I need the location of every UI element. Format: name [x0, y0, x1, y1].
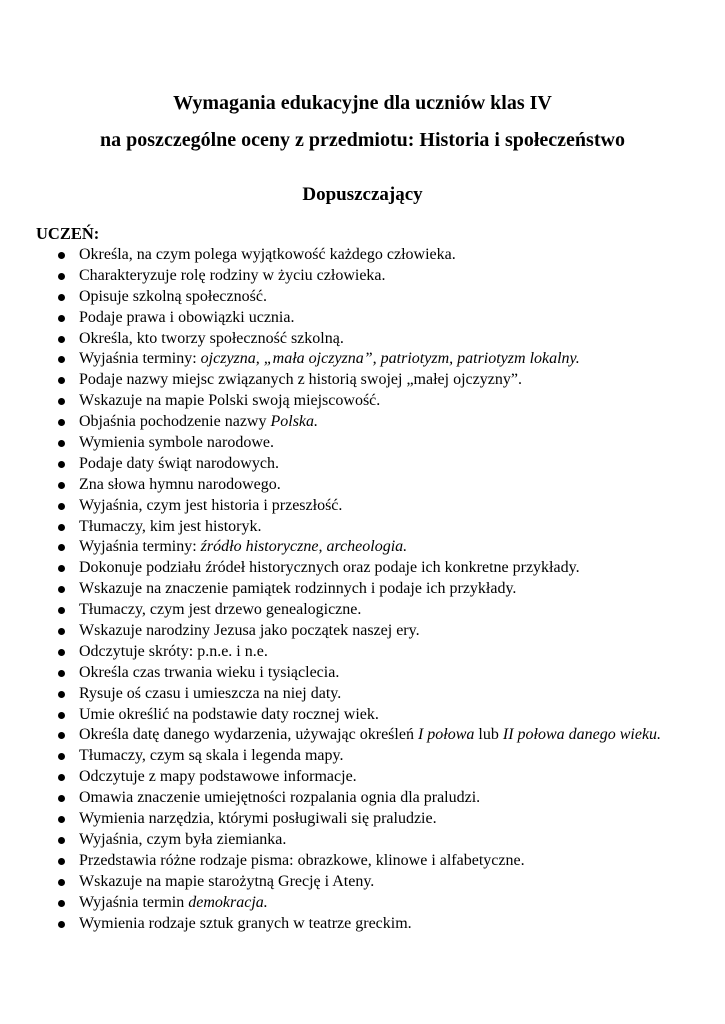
document-title-line-1: Wymagania edukacyjne dla uczniów klas IV [173, 92, 552, 114]
list-item [0, 349, 725, 370]
list-item [0, 914, 725, 935]
item-text: Wyjaśnia terminy: [79, 350, 201, 368]
bullet-icon [58, 482, 65, 489]
list-item [0, 621, 725, 642]
list-item [0, 391, 725, 412]
item-text: Dokonuje podziału źródeł historycznych oraz podaje ich konkretne przykłady. [79, 559, 580, 577]
item-text: Opisuje szkolną społeczność. [79, 287, 267, 305]
list-item [0, 287, 725, 308]
list-item [0, 308, 725, 329]
item-text: Umie określić na podstawie daty rocznej wiek. [79, 705, 379, 723]
item-text: Wskazuje na mapie starożytną Grecję i Ateny. [79, 872, 375, 890]
item-text: Tłumaczy, czym są skala i legenda mapy. [79, 747, 344, 765]
list-item [0, 433, 725, 454]
bullet-icon [58, 670, 65, 677]
list-item [0, 412, 725, 433]
item-text: Odczytuje z mapy podstawowe informacje. [79, 768, 357, 786]
bullet-icon [58, 586, 65, 593]
list-item [0, 266, 725, 287]
list-item [0, 725, 725, 746]
italic-term: II połowa danego wieku. [502, 726, 662, 744]
bullet-icon [58, 461, 65, 468]
list-item [0, 830, 725, 851]
bullet-icon [58, 628, 65, 635]
list-item [0, 496, 725, 517]
list-item [0, 767, 725, 788]
item-text: Określa czas trwania wieku i tysiąclecia. [79, 663, 340, 681]
item-text: Wymienia symbole narodowe. [79, 434, 274, 452]
italic-term: źródło historyczne, archeologia. [200, 538, 408, 556]
bullet-icon [58, 712, 65, 719]
italic-term: Polska. [270, 413, 319, 431]
bullet-icon [58, 356, 65, 363]
item-text: Wymienia rodzaje sztuk granych w teatrze greckim. [79, 914, 412, 932]
item-text: Wymienia narzędzia, którymi posługiwali się praludzie. [79, 810, 437, 828]
item-text: Wskazuje na znaczenie pamiątek rodzinnych i podaje ich przykłady. [79, 580, 517, 598]
item-text: Rysuje oś czasu i umieszcza na niej daty. [79, 684, 342, 702]
bullet-icon [58, 419, 65, 426]
list-item [0, 872, 725, 893]
list-item [0, 537, 725, 558]
bullet-icon [58, 879, 65, 886]
item-text: Zna słowa hymnu narodowego. [79, 475, 281, 493]
bullet-icon [58, 837, 65, 844]
italic-term: I połowa [417, 726, 475, 744]
item-text: Określa, na czym polega wyjątkowość każdego człowieka. [79, 246, 456, 263]
item-text: Wyjaśnia, czym jest historia i przeszłość. [79, 496, 343, 514]
bullet-icon [58, 816, 65, 823]
bullet-icon [58, 795, 65, 802]
bullet-icon [58, 858, 65, 865]
list-item [0, 746, 725, 767]
bullet-icon [58, 900, 65, 907]
bullet-icon [58, 294, 65, 301]
bullet-icon [58, 315, 65, 322]
bullet-icon [58, 377, 65, 384]
item-text: Wskazuje narodziny Jezusa jako początek naszej ery. [79, 622, 420, 640]
bullet-icon [58, 524, 65, 531]
item-text: Tłumaczy, kim jest historyk. [79, 517, 262, 535]
item-text: Podaje nazwy miejsc związanych z historią swojej „małej ojczyzny”. [79, 371, 522, 389]
list-item [0, 684, 725, 705]
list-item [0, 642, 725, 663]
bullet-icon [58, 607, 65, 614]
item-text: Określa datę danego wydarzenia, używając określeń [79, 726, 418, 744]
item-text: Podaje daty świąt narodowych. [79, 454, 279, 472]
bullet-icon [58, 398, 65, 405]
bullet-icon [58, 544, 65, 551]
student-label: UCZEŃ: [36, 224, 100, 243]
list-item [0, 475, 725, 496]
item-text: lub [474, 726, 503, 744]
list-item [0, 245, 725, 266]
list-item [0, 579, 725, 600]
list-item [0, 370, 725, 391]
item-text: Odczytuje skróty: p.n.e. i n.e. [79, 642, 268, 660]
list-item [0, 851, 725, 872]
italic-term: demokracja. [188, 893, 268, 911]
list-item [0, 454, 725, 475]
bullet-icon [58, 753, 65, 760]
bullet-icon [58, 921, 65, 928]
item-text: Podaje prawa i obowiązki ucznia. [79, 308, 295, 326]
item-text: Wyjaśnia terminy: [79, 538, 201, 556]
list-item [0, 517, 725, 538]
item-text: Wyjaśnia termin [79, 893, 189, 911]
bullet-icon [58, 503, 65, 510]
document-title-line-2: na poszczególne oceny z przedmiotu: Historia i społeczeństwo [100, 129, 625, 151]
list-item [0, 705, 725, 726]
item-text: Określa, kto tworzy społeczność szkolną. [79, 329, 344, 347]
grade-heading: Dopuszczający [302, 184, 423, 205]
bullet-icon [58, 649, 65, 656]
list-item [0, 788, 725, 809]
bullet-icon [58, 691, 65, 698]
bullet-icon [58, 336, 65, 343]
list-item [0, 329, 725, 350]
bullet-icon [58, 273, 65, 280]
bullet-icon [58, 732, 65, 739]
list-item [0, 893, 725, 914]
bullet-icon [58, 774, 65, 781]
list-item [0, 663, 725, 684]
item-text: Tłumaczy, czym jest drzewo genealogiczne. [79, 601, 362, 619]
item-text: Omawia znaczenie umiejętności rozpalania ognia dla praludzi. [79, 789, 481, 807]
item-text: Wyjaśnia, czym była ziemianka. [79, 830, 287, 848]
italic-term: ojczyzna, „mała ojczyzna”, patriotyzm, patriotyzm lokalny. [200, 350, 580, 368]
bullet-icon [58, 252, 65, 259]
item-text: Wskazuje na mapie Polski swoją miejscowość. [79, 392, 381, 410]
list-item [0, 600, 725, 621]
list-item [0, 558, 725, 579]
item-text: Charakteryzuje rolę rodziny w życiu człowieka. [79, 266, 386, 284]
item-text: Objaśnia pochodzenie nazwy [79, 413, 271, 431]
item-text: Przedstawia różne rodzaje pisma: obrazkowe, klinowe i alfabetyczne. [79, 851, 525, 869]
list-item [0, 809, 725, 830]
bullet-icon [58, 440, 65, 447]
requirements-list [0, 245, 725, 934]
bullet-icon [58, 565, 65, 572]
